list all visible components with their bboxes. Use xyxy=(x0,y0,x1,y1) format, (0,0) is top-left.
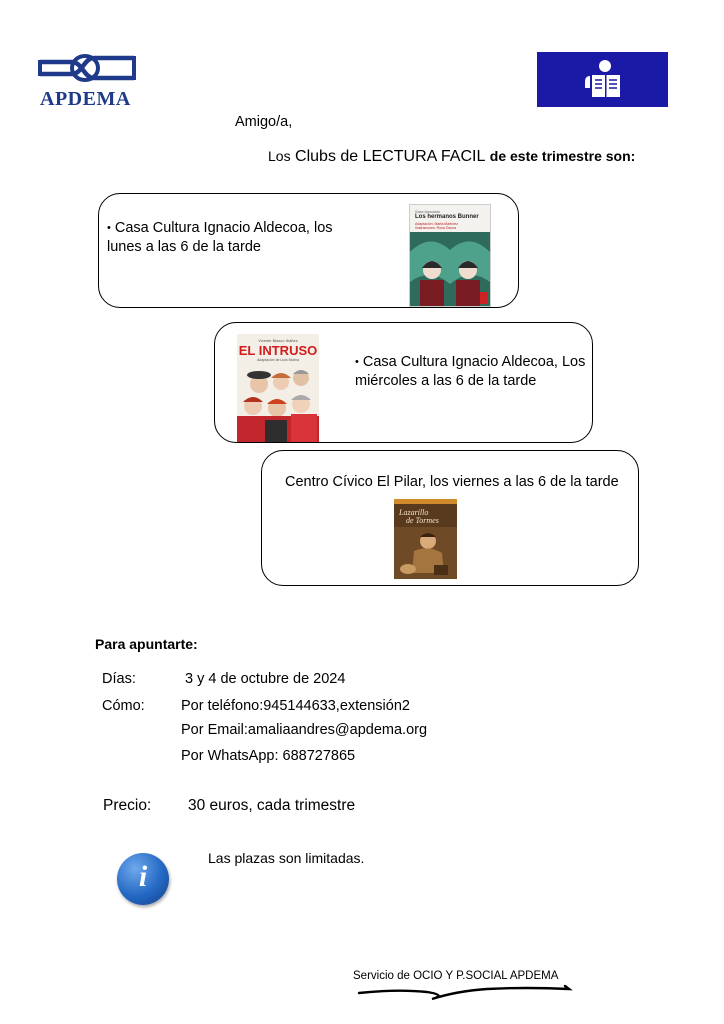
book-2-illustration xyxy=(237,362,319,442)
book-3-title-2: de Tormes xyxy=(406,516,439,525)
knot-logo-icon xyxy=(38,52,136,86)
dias-label: Días: xyxy=(102,671,136,687)
book-2-title: EL INTRUSO xyxy=(238,343,318,358)
phone-line: Por teléfono:945144633,extensión2 xyxy=(181,698,410,714)
intro-part-2: Clubs de xyxy=(295,148,359,165)
signup-heading: Para apuntarte: xyxy=(95,636,198,652)
footer-signature: Servicio de OCIO Y P.SOCIAL APDEMA xyxy=(353,970,559,982)
intro-part-3: LECTURA FACIL xyxy=(362,148,486,165)
book-1-sub1: Adaptación: Marta Martínez xyxy=(415,222,458,226)
info-text: Las plazas son limitadas. xyxy=(208,850,365,866)
club-card-3 xyxy=(261,450,639,586)
book-cover-el-intruso xyxy=(237,334,319,442)
club-card-2 xyxy=(214,322,593,443)
club-1-bullet: • xyxy=(107,222,111,234)
book-3-illustration xyxy=(394,527,457,579)
como-label: Cómo: xyxy=(102,698,145,714)
club-card-1 xyxy=(98,193,519,308)
info-icon xyxy=(117,853,169,905)
book-1-illustration xyxy=(410,232,490,306)
book-1-author: Sara Ansolato xyxy=(415,209,440,214)
book-2-author: Vicente Blasco Ibáñez xyxy=(258,338,298,343)
reading-person-thumbs-up-icon xyxy=(581,58,631,102)
club-1-text xyxy=(107,219,367,256)
book-cover-lazarillo xyxy=(394,499,457,579)
intro-part-4: de este trimestre son: xyxy=(489,148,636,164)
club-2-description: Casa Cultura Ignacio Aldecoa, Los miércoles a las 6 de la tarde xyxy=(355,354,586,389)
club-2-text xyxy=(355,353,591,390)
book-3-title-1: Lazarillo xyxy=(399,508,429,517)
apdema-logo xyxy=(38,52,138,110)
price-label: Precio: xyxy=(103,797,152,814)
dias-value: 3 y 4 de octubre de 2024 xyxy=(185,671,346,687)
price-value: 30 euros, cada trimestre xyxy=(188,797,356,814)
club-3-description: Centro Cívico El Pilar, los viernes a las 6 de la tarde xyxy=(285,474,619,490)
whatsapp-line: Por WhatsApp: 688727865 xyxy=(181,748,356,764)
book-2-sub1: Adaptación de Lluis Molina xyxy=(257,358,299,362)
apdema-logo-text: APDEMA xyxy=(40,88,131,110)
book-cover-hermanos-bunner xyxy=(409,204,491,307)
book-1-title: Los hermanos Bunner xyxy=(415,214,479,220)
greeting: Amigo/a, xyxy=(235,114,293,130)
club-1-description: Casa Cultura Ignacio Aldecoa, los lunes a las 6 de la tarde xyxy=(107,220,333,255)
club-2-bullet: • xyxy=(355,356,359,368)
signature-underline xyxy=(357,983,589,1003)
book-3-top-band xyxy=(394,499,457,504)
email-line: Por Email:amaliaandres@apdema.org xyxy=(181,722,428,738)
intro-part-1: Los xyxy=(268,148,291,164)
easy-read-badge xyxy=(537,52,668,107)
book-1-sub2: Ilustraciones: Rosa Osuna xyxy=(415,226,457,230)
info-icon-letter: i xyxy=(138,860,148,893)
intro-line xyxy=(268,148,635,166)
